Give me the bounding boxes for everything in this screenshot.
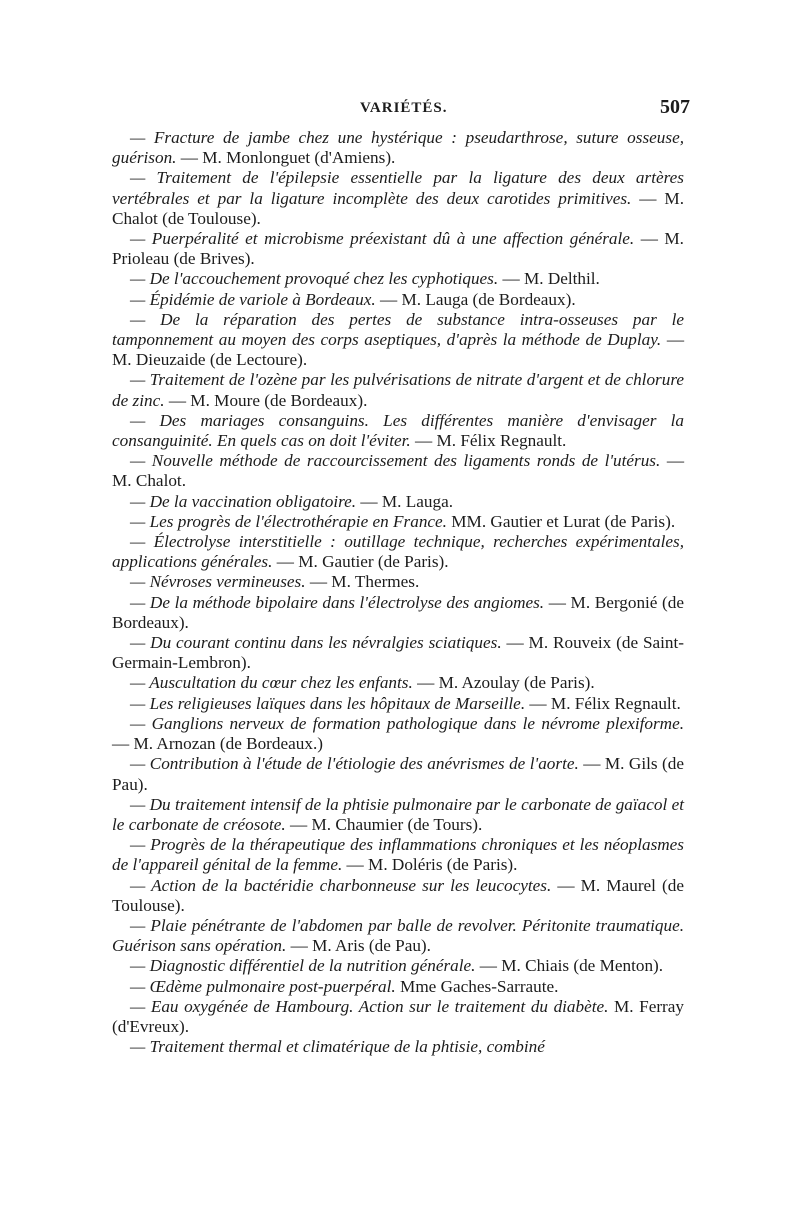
entry-title: — Du courant continu dans les névralgies sciatiques. xyxy=(130,633,502,653)
list-item xyxy=(112,451,684,491)
entry-title: — Puerpéralité et microbisme préexistant dû à une affection générale. xyxy=(130,229,635,249)
entry-author: — M. Aris (de Pau). xyxy=(286,936,431,956)
entry-title: — Plaie pénétrante de l'abdomen par balle de revolver. Péritonite traumatique. Guérison sans opération. xyxy=(112,915,684,956)
list-item xyxy=(112,593,684,633)
book-page xyxy=(112,96,690,1057)
list-item xyxy=(112,310,684,371)
entry-author: — M. Monlonguet (d'Amiens). xyxy=(176,148,396,168)
list-item xyxy=(112,633,684,673)
entry-title: — Progrès de la thérapeutique des inflammations chroniques et les néoplasmes de l'appareil génital de la femme. xyxy=(112,835,684,875)
entry-author: M. Ferray (d'Evreux). xyxy=(112,996,684,1036)
entry-author: MM. Gautier et Lurat (de Paris). xyxy=(446,511,676,531)
list-item xyxy=(112,714,684,754)
entry-author: Mme Gaches-Sarraute. xyxy=(395,976,559,996)
entry-author: — M. Lauga. xyxy=(356,491,454,511)
running-head: VARIÉTÉS. xyxy=(360,100,448,116)
entry-title: — Épidémie de variole à Bordeaux. xyxy=(130,289,376,309)
page-number: 507 xyxy=(660,96,690,118)
entry-author: — M. Lauga (de Bordeaux). xyxy=(375,289,576,309)
entry-title: — Œdème pulmonaire post-puerpéral. xyxy=(130,976,396,996)
entry-title: — Traitement de l'ozène par les pulvérisations de nitrate d'argent et de chlorure de zinc. xyxy=(112,370,684,410)
entry-title: — De la méthode bipolaire dans l'électrolyse des angiomes. xyxy=(130,592,545,612)
entry-title: — Les religieuses laïques dans les hôpitaux de Marseille. xyxy=(130,693,526,713)
entry-title: — De la vaccination obligatoire. xyxy=(130,491,357,511)
entry-title: — Traitement thermal et climatérique de la phtisie, combiné xyxy=(130,1037,545,1057)
entry-author: — M. Chalot. xyxy=(112,451,685,491)
entry-author: — M. Dieuzaide (de Lectoure). xyxy=(112,330,685,370)
entry-title: — Diagnostic différentiel de la nutrition générale. xyxy=(130,956,476,976)
list-item xyxy=(112,512,684,532)
entry-author: — M. Azoulay (de Paris). xyxy=(412,673,595,693)
entry-title: — Du traitement intensif de la phtisie pulmonaire par le carbonate de gaïacol et le carbonate de créosote. xyxy=(112,794,684,834)
entry-title: — Des mariages consanguins. Les différentes manière d'envisager la consanguinité. En quels cas on doit l'éviter. xyxy=(112,410,684,451)
list-item xyxy=(112,977,684,997)
entry-author: — M. Chalot (de Toulouse). xyxy=(112,188,684,228)
entry-author: — M. Gautier (de Paris). xyxy=(272,552,449,572)
entry-title: — Eau oxygénée de Hambourg. Action sur le traitement du diabète. xyxy=(130,996,609,1016)
entry-author: — M. Chiais (de Menton). xyxy=(475,956,664,976)
list-item xyxy=(112,997,684,1037)
list-item xyxy=(112,168,684,229)
list-item xyxy=(112,673,684,693)
communication-list xyxy=(112,128,684,1057)
list-item xyxy=(112,269,684,289)
entry-author: — M. Moure (de Bordeaux). xyxy=(164,390,368,410)
entry-title: — De l'accouchement provoqué chez les cyphotiques. xyxy=(130,269,499,289)
page-header xyxy=(112,96,690,128)
list-item xyxy=(112,956,684,976)
entry-author: — M. Prioleau (de Brives). xyxy=(112,229,684,269)
entry-author: — M. Gils (de Pau). xyxy=(112,754,684,794)
entry-title: — Fracture de jambe chez une hystérique : pseudarthrose, suture osseuse, guérison. xyxy=(112,128,684,168)
list-item xyxy=(112,795,684,835)
list-item xyxy=(112,492,684,512)
list-item xyxy=(112,835,684,875)
entry-author: — M. Félix Regnault. xyxy=(525,693,681,713)
list-item xyxy=(112,128,684,168)
entry-title: — Contribution à l'étude de l'étiologie des anévrismes de l'aorte. xyxy=(130,754,579,774)
entry-author: — M. Thermes. xyxy=(305,572,420,592)
entry-author: — M. Doléris (de Paris). xyxy=(342,855,518,875)
list-item xyxy=(112,411,684,451)
entry-title: — Électrolyse interstitielle : outillage technique, recherches expérimentales, applications générales. xyxy=(112,532,684,572)
entry-title: — Traitement de l'épilepsie essentielle par la ligature des deux artères vertébrales et par la ligature incomplète des deux carotides primitives. xyxy=(112,168,684,208)
list-item xyxy=(112,532,684,572)
entry-author: — M. Delthil. xyxy=(498,269,600,289)
entry-title: — Les progrès de l'électrothérapie en France. xyxy=(130,511,447,531)
entry-author: — M. Bergonié (de Bordeaux). xyxy=(112,592,685,632)
list-item xyxy=(112,229,684,269)
entry-author: — M. Chaumier (de Tours). xyxy=(285,814,483,834)
entry-author: — M. Arnozan (de Bordeaux.) xyxy=(112,734,323,754)
list-item xyxy=(112,694,684,714)
list-item xyxy=(112,1037,684,1057)
entry-author: — M. Félix Regnault. xyxy=(410,431,567,451)
list-item xyxy=(112,572,684,592)
entry-title: — Névroses vermineuses. xyxy=(130,572,306,592)
list-item xyxy=(112,290,684,310)
list-item xyxy=(112,876,684,916)
entry-author: — M. Maurel (de Toulouse). xyxy=(112,875,684,915)
entry-title: — Ganglions nerveux de formation pathologique dans le névrome plexiforme. xyxy=(130,713,684,733)
list-item xyxy=(112,754,684,794)
entry-author: — M. Rouveix (de Saint-Germain-Lembron). xyxy=(112,633,684,673)
entry-title: — Action de la bactéridie charbonneuse sur les leucocytes. xyxy=(130,875,552,895)
list-item xyxy=(112,916,684,956)
entry-title: — Nouvelle méthode de raccourcissement des ligaments ronds de l'utérus. xyxy=(130,451,661,471)
entry-title: — De la réparation des pertes de substance intra-osseuses par le tamponnement au moyen des corps aseptiques, d'après la méthode de Duplay. xyxy=(112,309,684,350)
entry-title: — Auscultation du cœur chez les enfants. xyxy=(130,673,413,693)
list-item xyxy=(112,370,684,410)
